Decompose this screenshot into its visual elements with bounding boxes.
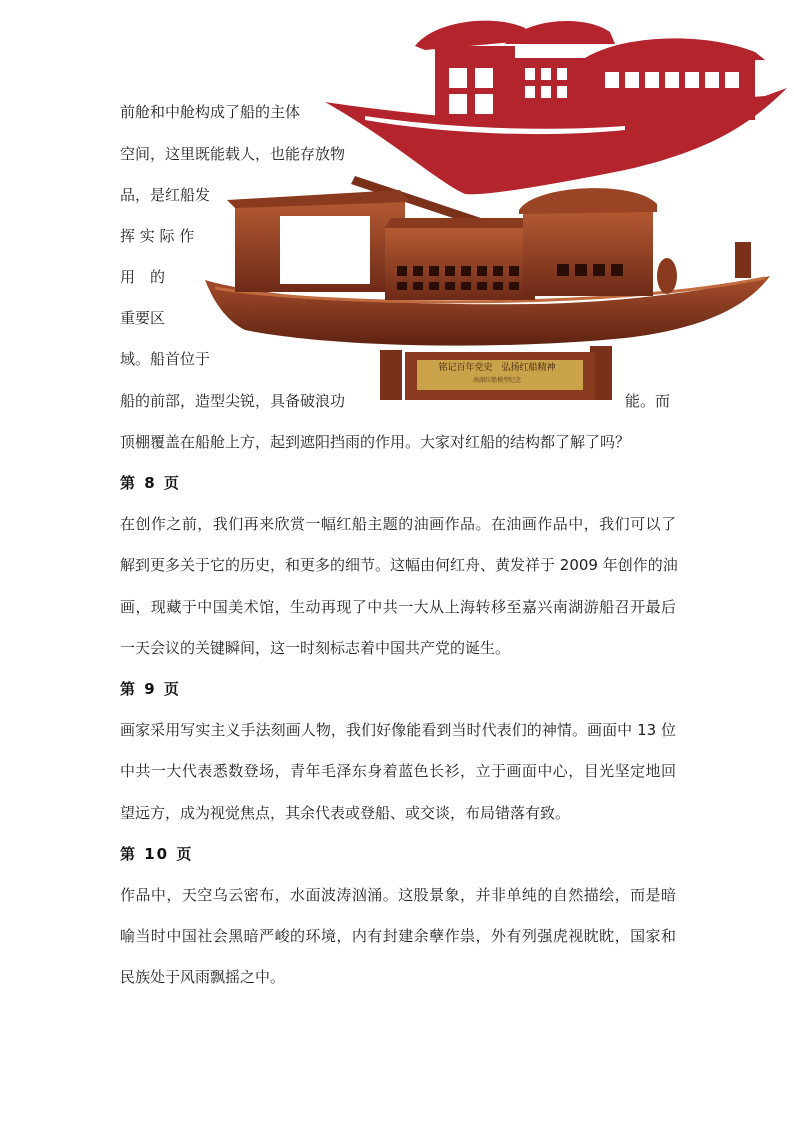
paragraph-line: 画，现藏于中国美术馆，生动再现了中共一大从上海转移至嘉兴南湖游船召开最后 <box>120 598 676 616</box>
intro-line-8: 船的前部，造型尖锐，具备破浪功 <box>120 392 346 410</box>
wooden-red-boat-model-image <box>205 170 775 410</box>
section-heading-page-8: 第 8 页 <box>120 474 181 492</box>
plaque-main-text: 铭记百年党史 弘扬红船精神 <box>438 363 556 373</box>
intro-line-8-end: 能。而 <box>625 392 671 410</box>
intro-line-1: 前舱和中舱构成了船的主体 <box>120 103 301 121</box>
paragraph-line: 喻当时中国社会黑暗严峻的环境，内有封建余孽作祟，外有列强虎视眈眈，国家和 <box>120 927 676 945</box>
intro-line-9: 顶棚覆盖在船舱上方，起到遮阳挡雨的作用。大家对红船的结构都了解了吗？ <box>120 433 631 451</box>
plaque-small-text: 南湖红船模型纪念 <box>472 377 521 384</box>
paragraph-line: 中共一大代表悉数登场，青年毛泽东身着蓝色长衫，立于画面中心，目光坚定地回 <box>120 762 676 780</box>
intro-line-6: 重要区 <box>120 309 166 327</box>
section-heading-page-10: 第 10 页 <box>120 845 194 863</box>
intro-line-7: 域。船首位于 <box>120 350 211 368</box>
paragraph-line: 解到更多关于它的历史，和更多的细节。这幅由何红舟、黄发祥于 2009 年创作的油 <box>120 556 678 574</box>
intro-line-2: 空间，这里既能载人，也能存放物 <box>120 145 346 163</box>
paragraph-line: 作品中，天空乌云密布，水面波涛汹涌。这股景象，并非单纯的自然描绘，而是暗 <box>120 886 676 904</box>
paragraph-line: 望远方，成为视觉焦点，其余代表或登船、或交谈，布局错落有致。 <box>120 804 571 822</box>
paragraph-line: 一天会议的关键瞬间，这一时刻标志着中国共产党的诞生。 <box>120 639 511 657</box>
paragraph-line: 民族处于风雨飘摇之中。 <box>120 968 286 986</box>
intro-line-4: 挥 实 际 作 <box>120 227 195 245</box>
intro-line-3: 品，是红船发 <box>120 186 211 204</box>
papercut-red-boat-image <box>325 10 787 196</box>
intro-line-5: 用 的 <box>120 268 166 286</box>
paragraph-line: 在创作之前，我们再来欣赏一幅红船主题的油画作品。在油画作品中，我们可以了 <box>120 515 676 533</box>
section-heading-page-9: 第 9 页 <box>120 680 181 698</box>
paragraph-line: 画家采用写实主义手法刻画人物，我们好像能看到当时代表们的神情。画面中 13 位 <box>120 721 676 739</box>
